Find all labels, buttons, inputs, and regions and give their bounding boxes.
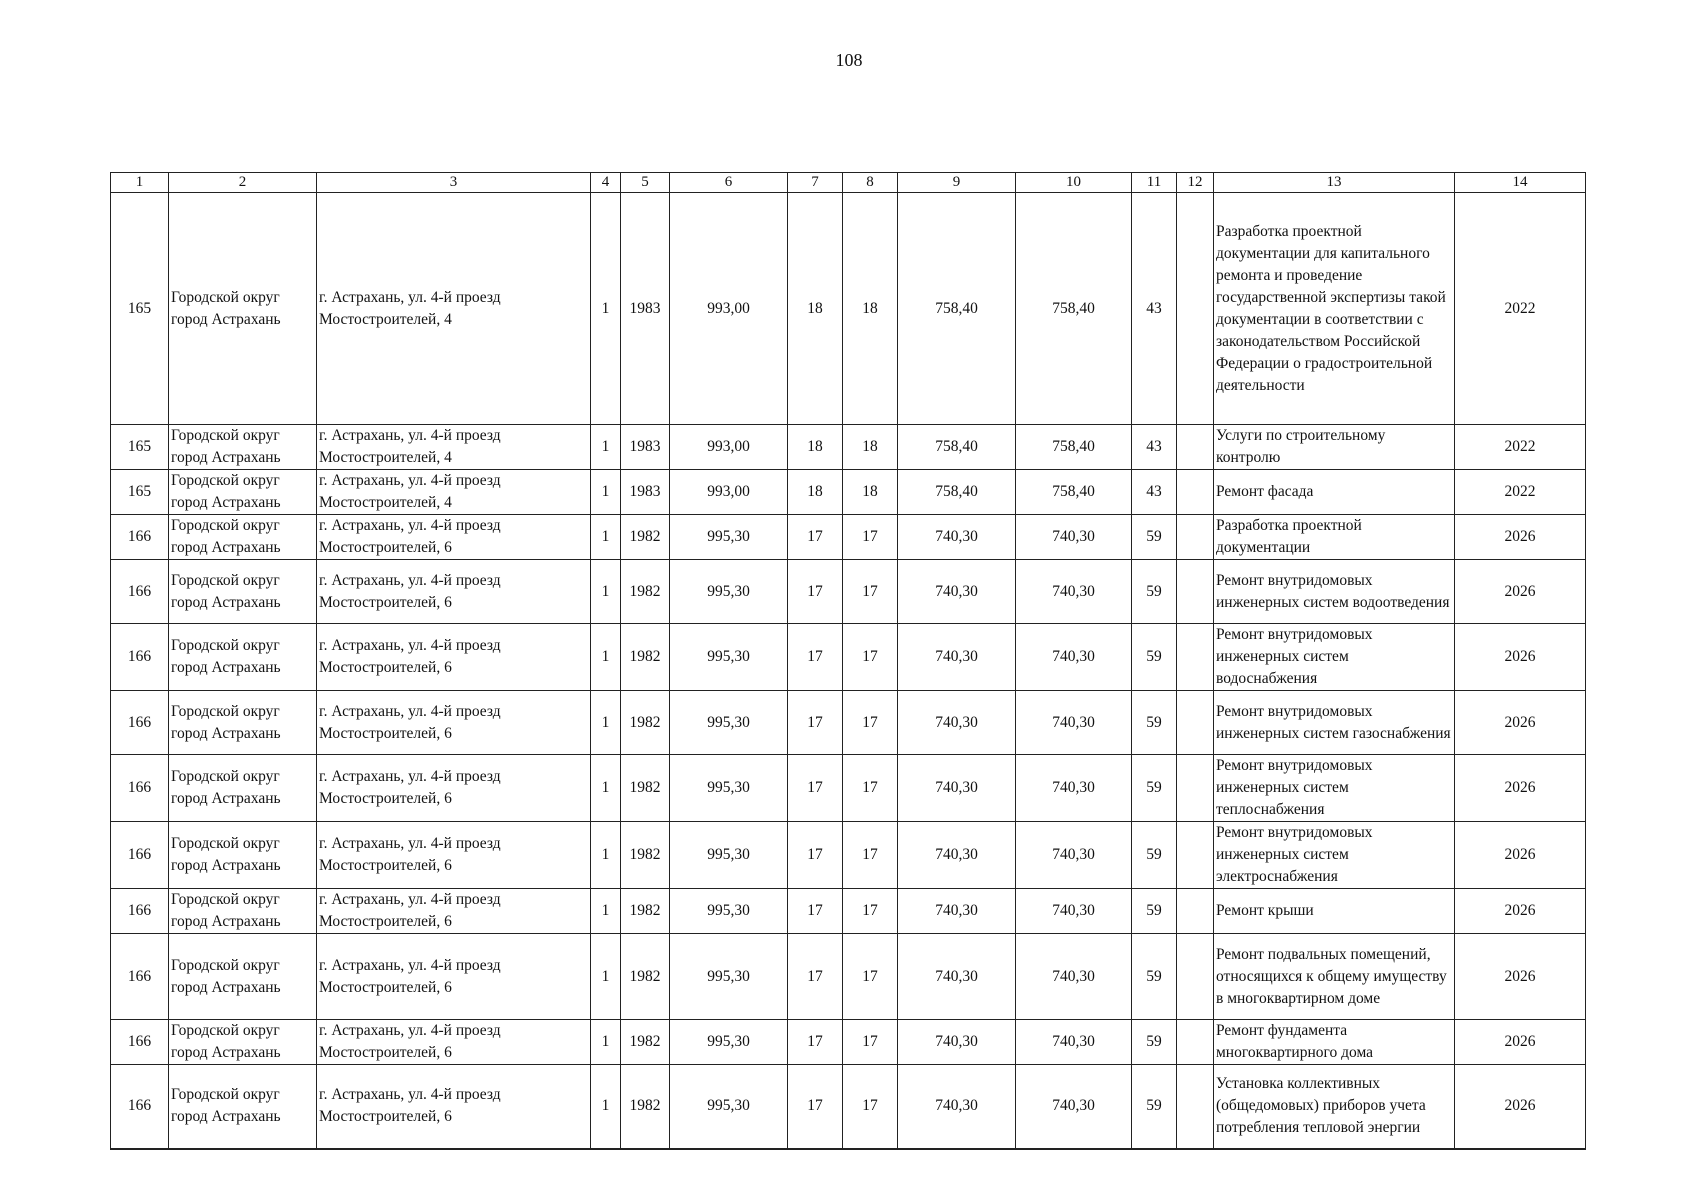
col12-cell bbox=[1177, 193, 1214, 425]
municipality-cell: Городской округ город Астрахань bbox=[169, 1020, 317, 1065]
address-cell: г. Астрахань, ул. 4-й проезд Мостостроителей, 4 bbox=[317, 193, 591, 425]
plan-year-cell: 2026 bbox=[1455, 822, 1586, 889]
table-row bbox=[111, 934, 1586, 1020]
col12-cell bbox=[1177, 934, 1214, 1020]
col10-cell: 740,30 bbox=[1016, 691, 1132, 755]
plan-year-cell: 2026 bbox=[1455, 1020, 1586, 1065]
address-cell: г. Астрахань, ул. 4-й проезд Мостостроителей, 4 bbox=[317, 425, 591, 470]
work-type-cell: Услуги по строительному контролю bbox=[1214, 425, 1455, 470]
work-type-cell: Ремонт внутридомовых инженерных систем электроснабжения bbox=[1214, 822, 1455, 889]
plan-year-cell: 2022 bbox=[1455, 425, 1586, 470]
total-area-cell: 995,30 bbox=[670, 515, 788, 560]
build-year-cell: 1982 bbox=[621, 560, 670, 624]
total-area-cell: 995,30 bbox=[670, 889, 788, 934]
col-header-13: 13 bbox=[1214, 173, 1455, 193]
col4-cell: 1 bbox=[591, 1020, 621, 1065]
col12-cell bbox=[1177, 755, 1214, 822]
build-year-cell: 1983 bbox=[621, 193, 670, 425]
col9-cell: 740,30 bbox=[898, 560, 1016, 624]
total-area-cell: 995,30 bbox=[670, 755, 788, 822]
table-row bbox=[111, 470, 1586, 515]
col10-cell: 740,30 bbox=[1016, 560, 1132, 624]
col7-cell: 17 bbox=[788, 624, 843, 691]
col11-cell: 59 bbox=[1132, 624, 1177, 691]
col12-cell bbox=[1177, 425, 1214, 470]
col12-cell bbox=[1177, 470, 1214, 515]
col11-cell: 59 bbox=[1132, 889, 1177, 934]
col11-cell: 59 bbox=[1132, 822, 1177, 889]
capital-repair-table bbox=[110, 172, 1586, 1150]
municipality-cell: Городской округ город Астрахань bbox=[169, 193, 317, 425]
col11-cell: 43 bbox=[1132, 470, 1177, 515]
row-number: 165 bbox=[111, 193, 169, 425]
col7-cell: 17 bbox=[788, 822, 843, 889]
municipality-cell: Городской округ город Астрахань bbox=[169, 1065, 317, 1149]
col8-cell: 17 bbox=[843, 755, 898, 822]
col10-cell: 740,30 bbox=[1016, 934, 1132, 1020]
table-row bbox=[111, 691, 1586, 755]
plan-year-cell: 2026 bbox=[1455, 755, 1586, 822]
col8-cell: 17 bbox=[843, 691, 898, 755]
col4-cell: 1 bbox=[591, 470, 621, 515]
col12-cell bbox=[1177, 691, 1214, 755]
col-header-9: 9 bbox=[898, 173, 1016, 193]
col12-cell bbox=[1177, 560, 1214, 624]
col4-cell: 1 bbox=[591, 193, 621, 425]
col7-cell: 17 bbox=[788, 1020, 843, 1065]
col7-cell: 18 bbox=[788, 425, 843, 470]
col-header-2: 2 bbox=[169, 173, 317, 193]
work-type-cell: Ремонт фасада bbox=[1214, 470, 1455, 515]
col10-cell: 758,40 bbox=[1016, 425, 1132, 470]
col8-cell: 17 bbox=[843, 515, 898, 560]
municipality-cell: Городской округ город Астрахань bbox=[169, 425, 317, 470]
table-row bbox=[111, 1020, 1586, 1065]
col7-cell: 17 bbox=[788, 560, 843, 624]
col10-cell: 740,30 bbox=[1016, 1020, 1132, 1065]
plan-year-cell: 2026 bbox=[1455, 1065, 1586, 1149]
col12-cell bbox=[1177, 822, 1214, 889]
col9-cell: 758,40 bbox=[898, 470, 1016, 515]
row-number: 166 bbox=[111, 1020, 169, 1065]
col12-cell bbox=[1177, 889, 1214, 934]
col-header-3: 3 bbox=[317, 173, 591, 193]
row-number: 166 bbox=[111, 889, 169, 934]
row-number: 166 bbox=[111, 691, 169, 755]
col-header-10: 10 bbox=[1016, 173, 1132, 193]
col7-cell: 17 bbox=[788, 755, 843, 822]
col7-cell: 18 bbox=[788, 193, 843, 425]
col-header-6: 6 bbox=[670, 173, 788, 193]
total-area-cell: 995,30 bbox=[670, 624, 788, 691]
col4-cell: 1 bbox=[591, 1065, 621, 1149]
col7-cell: 17 bbox=[788, 515, 843, 560]
table-row bbox=[111, 1065, 1586, 1149]
col11-cell: 59 bbox=[1132, 560, 1177, 624]
col-header-4: 4 bbox=[591, 173, 621, 193]
col8-cell: 18 bbox=[843, 470, 898, 515]
col12-cell bbox=[1177, 624, 1214, 691]
total-area-cell: 993,00 bbox=[670, 470, 788, 515]
col10-cell: 740,30 bbox=[1016, 822, 1132, 889]
work-type-cell: Ремонт внутридомовых инженерных систем водоснабжения bbox=[1214, 624, 1455, 691]
col10-cell: 740,30 bbox=[1016, 1065, 1132, 1149]
plan-year-cell: 2026 bbox=[1455, 515, 1586, 560]
col11-cell: 43 bbox=[1132, 425, 1177, 470]
col9-cell: 740,30 bbox=[898, 822, 1016, 889]
col9-cell: 740,30 bbox=[898, 934, 1016, 1020]
address-cell: г. Астрахань, ул. 4-й проезд Мостостроителей, 6 bbox=[317, 934, 591, 1020]
col8-cell: 17 bbox=[843, 1020, 898, 1065]
col9-cell: 740,30 bbox=[898, 624, 1016, 691]
col-header-7: 7 bbox=[788, 173, 843, 193]
build-year-cell: 1982 bbox=[621, 1020, 670, 1065]
total-area-cell: 995,30 bbox=[670, 934, 788, 1020]
municipality-cell: Городской округ город Астрахань bbox=[169, 470, 317, 515]
table-body bbox=[111, 193, 1586, 1149]
col8-cell: 17 bbox=[843, 1065, 898, 1149]
col4-cell: 1 bbox=[591, 934, 621, 1020]
col9-cell: 740,30 bbox=[898, 691, 1016, 755]
col10-cell: 740,30 bbox=[1016, 755, 1132, 822]
col11-cell: 43 bbox=[1132, 193, 1177, 425]
col7-cell: 17 bbox=[788, 889, 843, 934]
table-row bbox=[111, 755, 1586, 822]
address-cell: г. Астрахань, ул. 4-й проезд Мостостроителей, 4 bbox=[317, 470, 591, 515]
col4-cell: 1 bbox=[591, 425, 621, 470]
col10-cell: 740,30 bbox=[1016, 515, 1132, 560]
build-year-cell: 1982 bbox=[621, 1065, 670, 1149]
col9-cell: 758,40 bbox=[898, 193, 1016, 425]
col10-cell: 758,40 bbox=[1016, 470, 1132, 515]
col-header-8: 8 bbox=[843, 173, 898, 193]
col9-cell: 758,40 bbox=[898, 425, 1016, 470]
total-area-cell: 993,00 bbox=[670, 425, 788, 470]
col9-cell: 740,30 bbox=[898, 1065, 1016, 1149]
col-header-1: 1 bbox=[111, 173, 169, 193]
build-year-cell: 1982 bbox=[621, 624, 670, 691]
col8-cell: 18 bbox=[843, 193, 898, 425]
address-cell: г. Астрахань, ул. 4-й проезд Мостостроителей, 6 bbox=[317, 822, 591, 889]
address-cell: г. Астрахань, ул. 4-й проезд Мостостроителей, 6 bbox=[317, 515, 591, 560]
build-year-cell: 1982 bbox=[621, 515, 670, 560]
table-row bbox=[111, 889, 1586, 934]
col8-cell: 17 bbox=[843, 822, 898, 889]
municipality-cell: Городской округ город Астрахань bbox=[169, 822, 317, 889]
table-row bbox=[111, 193, 1586, 425]
col11-cell: 59 bbox=[1132, 1065, 1177, 1149]
build-year-cell: 1982 bbox=[621, 755, 670, 822]
row-number: 165 bbox=[111, 470, 169, 515]
total-area-cell: 995,30 bbox=[670, 691, 788, 755]
municipality-cell: Городской округ город Астрахань bbox=[169, 691, 317, 755]
table-row bbox=[111, 624, 1586, 691]
col10-cell: 740,30 bbox=[1016, 624, 1132, 691]
col7-cell: 17 bbox=[788, 691, 843, 755]
plan-year-cell: 2026 bbox=[1455, 560, 1586, 624]
row-number: 166 bbox=[111, 755, 169, 822]
row-number: 165 bbox=[111, 425, 169, 470]
plan-year-cell: 2026 bbox=[1455, 934, 1586, 1020]
build-year-cell: 1982 bbox=[621, 691, 670, 755]
header-row bbox=[111, 173, 1586, 193]
plan-year-cell: 2026 bbox=[1455, 691, 1586, 755]
col8-cell: 17 bbox=[843, 624, 898, 691]
col-header-11: 11 bbox=[1132, 173, 1177, 193]
row-number: 166 bbox=[111, 1065, 169, 1149]
address-cell: г. Астрахань, ул. 4-й проезд Мостостроителей, 6 bbox=[317, 889, 591, 934]
col4-cell: 1 bbox=[591, 755, 621, 822]
address-cell: г. Астрахань, ул. 4-й проезд Мостостроителей, 6 bbox=[317, 624, 591, 691]
work-type-cell: Ремонт внутридомовых инженерных систем теплоснабжения bbox=[1214, 755, 1455, 822]
col4-cell: 1 bbox=[591, 889, 621, 934]
col11-cell: 59 bbox=[1132, 934, 1177, 1020]
col4-cell: 1 bbox=[591, 560, 621, 624]
col8-cell: 18 bbox=[843, 425, 898, 470]
address-cell: г. Астрахань, ул. 4-й проезд Мостостроителей, 6 bbox=[317, 1065, 591, 1149]
col8-cell: 17 bbox=[843, 889, 898, 934]
table-row bbox=[111, 425, 1586, 470]
col9-cell: 740,30 bbox=[898, 889, 1016, 934]
municipality-cell: Городской округ город Астрахань bbox=[169, 515, 317, 560]
work-type-cell: Ремонт крыши bbox=[1214, 889, 1455, 934]
build-year-cell: 1983 bbox=[621, 470, 670, 515]
address-cell: г. Астрахань, ул. 4-й проезд Мостостроителей, 6 bbox=[317, 1020, 591, 1065]
col12-cell bbox=[1177, 1065, 1214, 1149]
total-area-cell: 995,30 bbox=[670, 1065, 788, 1149]
work-type-cell: Ремонт внутридомовых инженерных систем водоотведения bbox=[1214, 560, 1455, 624]
col8-cell: 17 bbox=[843, 934, 898, 1020]
row-number: 166 bbox=[111, 560, 169, 624]
col-header-5: 5 bbox=[621, 173, 670, 193]
build-year-cell: 1982 bbox=[621, 889, 670, 934]
municipality-cell: Городской округ город Астрахань bbox=[169, 624, 317, 691]
col9-cell: 740,30 bbox=[898, 515, 1016, 560]
table-row bbox=[111, 515, 1586, 560]
col11-cell: 59 bbox=[1132, 691, 1177, 755]
col7-cell: 17 bbox=[788, 934, 843, 1020]
work-type-cell: Ремонт внутридомовых инженерных систем газоснабжения bbox=[1214, 691, 1455, 755]
col4-cell: 1 bbox=[591, 515, 621, 560]
col11-cell: 59 bbox=[1132, 1020, 1177, 1065]
municipality-cell: Городской округ город Астрахань bbox=[169, 755, 317, 822]
page-number: 108 bbox=[835, 50, 863, 70]
row-number: 166 bbox=[111, 515, 169, 560]
col4-cell: 1 bbox=[591, 691, 621, 755]
municipality-cell: Городской округ город Астрахань bbox=[169, 560, 317, 624]
col9-cell: 740,30 bbox=[898, 755, 1016, 822]
build-year-cell: 1982 bbox=[621, 934, 670, 1020]
total-area-cell: 995,30 bbox=[670, 560, 788, 624]
col11-cell: 59 bbox=[1132, 515, 1177, 560]
col7-cell: 18 bbox=[788, 470, 843, 515]
plan-year-cell: 2026 bbox=[1455, 889, 1586, 934]
col7-cell: 17 bbox=[788, 1065, 843, 1149]
col-header-14: 14 bbox=[1455, 173, 1586, 193]
municipality-cell: Городской округ город Астрахань bbox=[169, 889, 317, 934]
total-area-cell: 995,30 bbox=[670, 822, 788, 889]
total-area-cell: 995,30 bbox=[670, 1020, 788, 1065]
row-number: 166 bbox=[111, 822, 169, 889]
col9-cell: 740,30 bbox=[898, 1020, 1016, 1065]
work-type-cell: Разработка проектной документации bbox=[1214, 515, 1455, 560]
plan-year-cell: 2026 bbox=[1455, 624, 1586, 691]
municipality-cell: Городской округ город Астрахань bbox=[169, 934, 317, 1020]
col11-cell: 59 bbox=[1132, 755, 1177, 822]
col12-cell bbox=[1177, 515, 1214, 560]
col12-cell bbox=[1177, 1020, 1214, 1065]
work-type-cell: Установка коллективных (общедомовых) приборов учета потребления тепловой энергии bbox=[1214, 1065, 1455, 1149]
address-cell: г. Астрахань, ул. 4-й проезд Мостостроителей, 6 bbox=[317, 691, 591, 755]
work-type-cell: Ремонт подвальных помещений, относящихся к общему имуществу в многоквартирном доме bbox=[1214, 934, 1455, 1020]
row-number: 166 bbox=[111, 934, 169, 1020]
col-header-12: 12 bbox=[1177, 173, 1214, 193]
col10-cell: 758,40 bbox=[1016, 193, 1132, 425]
col10-cell: 740,30 bbox=[1016, 889, 1132, 934]
col8-cell: 17 bbox=[843, 560, 898, 624]
work-type-cell: Ремонт фундамента многоквартирного дома bbox=[1214, 1020, 1455, 1065]
row-number: 166 bbox=[111, 624, 169, 691]
table-row bbox=[111, 822, 1586, 889]
col4-cell: 1 bbox=[591, 822, 621, 889]
plan-year-cell: 2022 bbox=[1455, 470, 1586, 515]
work-type-cell: Разработка проектной документации для капитального ремонта и проведение государственной экспертизы такой документации в соответствии с законодательством Российской Федерации о градостроительной деятельности bbox=[1214, 193, 1455, 425]
table-row bbox=[111, 560, 1586, 624]
build-year-cell: 1983 bbox=[621, 425, 670, 470]
total-area-cell: 993,00 bbox=[670, 193, 788, 425]
address-cell: г. Астрахань, ул. 4-й проезд Мостостроителей, 6 bbox=[317, 560, 591, 624]
plan-year-cell: 2022 bbox=[1455, 193, 1586, 425]
col4-cell: 1 bbox=[591, 624, 621, 691]
build-year-cell: 1982 bbox=[621, 822, 670, 889]
address-cell: г. Астрахань, ул. 4-й проезд Мостостроителей, 6 bbox=[317, 755, 591, 822]
